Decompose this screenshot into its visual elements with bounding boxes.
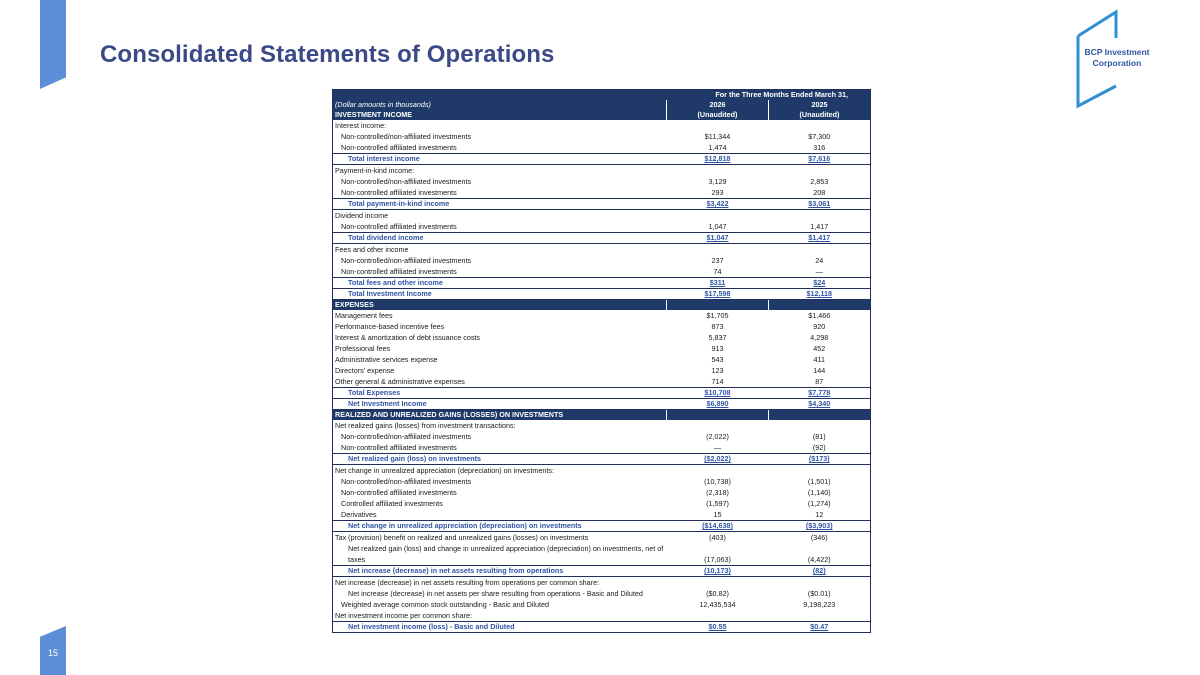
value-2026: (17,063) xyxy=(704,555,731,564)
row-label: Performance-based incentive fees xyxy=(335,321,445,331)
value-2026: (403) xyxy=(709,532,726,542)
value-2025: 452 xyxy=(813,343,826,353)
table-row xyxy=(333,332,871,343)
value-2025 xyxy=(769,244,871,256)
row-label: Total payment-in-kind income xyxy=(333,199,667,210)
table-row xyxy=(333,376,871,388)
table-row xyxy=(333,165,871,177)
row-label: Non-controlled/non-affiliated investments xyxy=(341,131,472,141)
value-2025 xyxy=(769,577,871,589)
value-2025: 87 xyxy=(815,376,824,386)
table-row xyxy=(333,498,871,509)
row-label: Total interest income xyxy=(333,154,667,165)
row-label: Payment-in-kind income: xyxy=(335,165,415,175)
value-2026: 3,129 xyxy=(708,176,727,186)
value-2025: $1,466 xyxy=(808,310,831,320)
table-row xyxy=(333,187,871,199)
table-row xyxy=(333,465,871,477)
row-label: Net investment income (loss) - Basic and Diluted xyxy=(333,622,667,633)
value-2025: 920 xyxy=(813,321,826,331)
row-label: Controlled affiliated investments xyxy=(341,498,443,508)
company-logo xyxy=(1072,8,1162,112)
page-title: Consolidated Statements of Operations xyxy=(100,41,555,68)
row-label: Non-controlled/non-affiliated investments xyxy=(341,176,472,186)
table-row xyxy=(333,532,871,544)
row-label: Management fees xyxy=(335,310,393,320)
value-2026: 237 xyxy=(711,255,724,265)
value-2025: $12,118 xyxy=(769,289,871,300)
value-2025: $1,417 xyxy=(769,233,871,244)
value-2026: $17,598 xyxy=(667,289,769,300)
table-row xyxy=(333,131,871,142)
value-2026: (Unaudited) xyxy=(667,110,769,120)
page-number: 15 xyxy=(47,648,58,658)
table-row xyxy=(333,509,871,521)
value-2026: $11,344 xyxy=(704,131,731,141)
value-2026: 1,474 xyxy=(708,142,727,152)
value-2026: 543 xyxy=(711,354,724,364)
value-2026: ($0.82) xyxy=(706,589,729,598)
value-2026: $6,890 xyxy=(667,399,769,410)
row-label: Net increase (decrease) in net assets resulting from operations per common share: xyxy=(335,577,600,587)
value-2025: 24 xyxy=(815,255,824,265)
top-accent-bar xyxy=(40,0,66,89)
value-2025: 12 xyxy=(815,509,824,519)
value-2026 xyxy=(667,210,769,222)
row-label: Non-controlled affiliated investments xyxy=(341,487,457,497)
table-row xyxy=(333,420,871,431)
value-2025: (1,501) xyxy=(807,476,831,486)
row-label: Non-controlled affiliated investments xyxy=(341,221,457,231)
row-label: Net realized gain (loss) and change in unrealized appreciation (depreciation) on investments, net of taxes xyxy=(348,544,664,564)
value-2026 xyxy=(667,465,769,477)
table-row xyxy=(333,142,871,154)
logo-line-2: Corporation xyxy=(1092,58,1142,68)
section-header-row xyxy=(333,300,871,311)
value-2026: ($2,022) xyxy=(667,454,769,465)
value-2026: $10,708 xyxy=(667,388,769,399)
row-label: Professional fees xyxy=(335,343,391,353)
period-header: For the Three Months Ended March 31, xyxy=(667,90,871,101)
year-header-row xyxy=(333,100,871,110)
statement-table xyxy=(332,89,871,633)
value-2025 xyxy=(769,410,871,421)
total-row xyxy=(333,622,871,633)
row-label: Total Investment Income xyxy=(333,289,667,300)
value-2026: 74 xyxy=(713,266,722,276)
value-2025: $24 xyxy=(769,278,871,289)
logo-text xyxy=(1072,47,1162,69)
total-row xyxy=(333,454,871,465)
table-row xyxy=(333,431,871,442)
section-header-row xyxy=(333,410,871,421)
value-2025: 1,417 xyxy=(810,221,829,231)
value-2025: (346) xyxy=(810,532,828,542)
table-row xyxy=(333,310,871,321)
row-label: Net realized gain (loss) on investments xyxy=(333,454,667,465)
value-2026: 293 xyxy=(711,187,724,197)
table-row xyxy=(333,266,871,278)
total-row xyxy=(333,199,871,210)
value-2025: (1,274) xyxy=(807,498,831,508)
total-row xyxy=(333,388,871,399)
value-2026: $0.55 xyxy=(667,622,769,633)
value-2026 xyxy=(667,165,769,177)
value-2025 xyxy=(769,210,871,222)
row-label: Net realized gains (losses) from investment transactions: xyxy=(335,420,516,430)
value-2026: 1,047 xyxy=(708,221,727,231)
table-row xyxy=(333,599,871,610)
table-row xyxy=(333,354,871,365)
row-label: Non-controlled affiliated investments xyxy=(341,442,457,452)
value-2026: (1,597) xyxy=(706,498,729,508)
logo-line-1: BCP Investment xyxy=(1084,47,1150,57)
row-label: Total dividend income xyxy=(333,233,667,244)
value-2026 xyxy=(667,410,769,421)
table-row xyxy=(333,577,871,589)
row-label: Net investment income per common share: xyxy=(335,610,473,620)
statement-body xyxy=(333,110,871,633)
value-2026: (10,173) xyxy=(667,566,769,577)
value-2026: $3,422 xyxy=(667,199,769,210)
total-row xyxy=(333,278,871,289)
row-label: Interest & amortization of debt issuance costs xyxy=(335,332,481,342)
row-label: Net increase (decrease) in net assets resulting from operations xyxy=(333,566,667,577)
value-2026 xyxy=(667,420,769,431)
total-row xyxy=(333,289,871,300)
value-2025: 9,198,223 xyxy=(803,599,836,609)
row-label: Other general & administrative expenses xyxy=(335,376,465,386)
value-2025: — xyxy=(815,266,823,276)
value-2026 xyxy=(667,300,769,311)
table-row xyxy=(333,221,871,233)
row-label: Total fees and other income xyxy=(333,278,667,289)
row-label: INVESTMENT INCOME xyxy=(333,110,667,120)
row-label: Net change in unrealized appreciation (depreciation) on investments xyxy=(333,521,667,532)
value-2025 xyxy=(769,300,871,311)
value-2025: (1,140) xyxy=(807,487,831,497)
value-2025 xyxy=(769,420,871,431)
value-2026: $311 xyxy=(667,278,769,289)
row-label: REALIZED AND UNREALIZED GAINS (LOSSES) ON INVESTMENTS xyxy=(333,410,667,421)
table-row xyxy=(333,321,871,332)
row-label: Non-controlled/non-affiliated investments xyxy=(341,255,472,265)
table-row xyxy=(333,442,871,454)
table-row xyxy=(333,588,871,599)
value-2025: $3,061 xyxy=(769,199,871,210)
value-2025: 2,853 xyxy=(810,176,829,186)
row-label: Total Expenses xyxy=(333,388,667,399)
row-label: Non-controlled affiliated investments xyxy=(341,266,457,276)
value-2025: (4,422) xyxy=(807,555,831,564)
table-row xyxy=(333,244,871,256)
value-2025: (Unaudited) xyxy=(769,110,871,120)
value-2025 xyxy=(769,165,871,177)
value-2026: 873 xyxy=(711,321,724,331)
value-2026: (10,738) xyxy=(704,476,731,486)
value-2025: 4,298 xyxy=(810,332,829,342)
value-2025: $0.47 xyxy=(769,622,871,633)
row-label: Net Investment Income xyxy=(333,399,667,410)
table-row xyxy=(333,255,871,266)
value-2026: $1,705 xyxy=(706,310,729,320)
row-label: Non-controlled affiliated investments xyxy=(341,187,457,197)
value-2025: ($0.01) xyxy=(807,589,831,598)
total-row xyxy=(333,399,871,410)
value-2026: 12,435,534 xyxy=(699,599,736,609)
year-2026-header: 2026 xyxy=(667,100,769,110)
table-row xyxy=(333,476,871,487)
value-2026: $12,818 xyxy=(667,154,769,165)
row-label: Non-controlled/non-affiliated investments xyxy=(341,431,472,441)
value-2026: 15 xyxy=(713,509,722,519)
row-label: Administrative services expense xyxy=(335,354,438,364)
value-2025 xyxy=(769,610,871,622)
value-2025: 144 xyxy=(813,365,826,375)
section-header-row xyxy=(333,110,871,120)
value-2025: $7,778 xyxy=(769,388,871,399)
value-2026: 123 xyxy=(711,365,724,375)
period-header-spacer xyxy=(333,90,667,101)
value-2025: 316 xyxy=(813,142,826,152)
value-2026: 913 xyxy=(711,343,724,353)
row-label: Fees and other income xyxy=(335,244,409,254)
row-label: Interest income: xyxy=(335,120,387,130)
value-2025: $7,616 xyxy=(769,154,871,165)
value-2025: 411 xyxy=(813,354,825,364)
table-row xyxy=(333,543,871,566)
row-label: Net change in unrealized appreciation (depreciation) on investments: xyxy=(335,465,554,475)
value-2026: $1,047 xyxy=(667,233,769,244)
value-2026: (2,022) xyxy=(706,431,729,441)
year-2025-header: 2025 xyxy=(769,100,871,110)
value-2025: 208 xyxy=(813,187,826,197)
total-row xyxy=(333,521,871,532)
value-2026 xyxy=(667,610,769,622)
value-2026 xyxy=(667,244,769,256)
value-2025: (82) xyxy=(769,566,871,577)
table-row xyxy=(333,120,871,131)
row-label: Non-controlled affiliated investments xyxy=(341,142,457,152)
period-header-row xyxy=(333,90,871,101)
value-2025 xyxy=(769,120,871,131)
row-label: Net increase (decrease) in net assets per share resulting from operations - Basic and Diluted xyxy=(348,589,643,598)
table-row xyxy=(333,487,871,498)
row-label: Directors' expense xyxy=(335,365,395,375)
value-2026: — xyxy=(713,442,722,452)
table-row xyxy=(333,210,871,222)
value-2025: ($3,903) xyxy=(769,521,871,532)
row-label: Non-controlled/non-affiliated investments xyxy=(341,476,472,486)
value-2025: $4,340 xyxy=(769,399,871,410)
row-label: Weighted average common stock outstanding - Basic and Diluted xyxy=(341,599,550,609)
row-label: Tax (provision) benefit on realized and unrealized gains (losses) on investments xyxy=(335,532,589,542)
row-label: Dividend income xyxy=(335,210,389,220)
value-2026: (2,318) xyxy=(706,487,729,497)
value-2026: 5,837 xyxy=(708,332,727,342)
table-row xyxy=(333,365,871,376)
value-2026: 714 xyxy=(711,376,724,386)
table-row xyxy=(333,176,871,187)
table-row xyxy=(333,343,871,354)
total-row xyxy=(333,566,871,577)
total-row xyxy=(333,233,871,244)
row-label: EXPENSES xyxy=(333,300,667,311)
dollar-amounts-note: (Dollar amounts in thousands) xyxy=(333,100,667,110)
value-2025: ($173) xyxy=(769,454,871,465)
value-2026 xyxy=(667,120,769,131)
row-label: Derivatives xyxy=(341,509,377,519)
value-2025: (81) xyxy=(812,431,826,441)
total-row xyxy=(333,154,871,165)
table-row xyxy=(333,610,871,622)
value-2025: (92) xyxy=(812,442,826,452)
value-2025: $7,300 xyxy=(808,131,831,141)
value-2025 xyxy=(769,465,871,477)
value-2026 xyxy=(667,577,769,589)
value-2026: ($14,638) xyxy=(667,521,769,532)
